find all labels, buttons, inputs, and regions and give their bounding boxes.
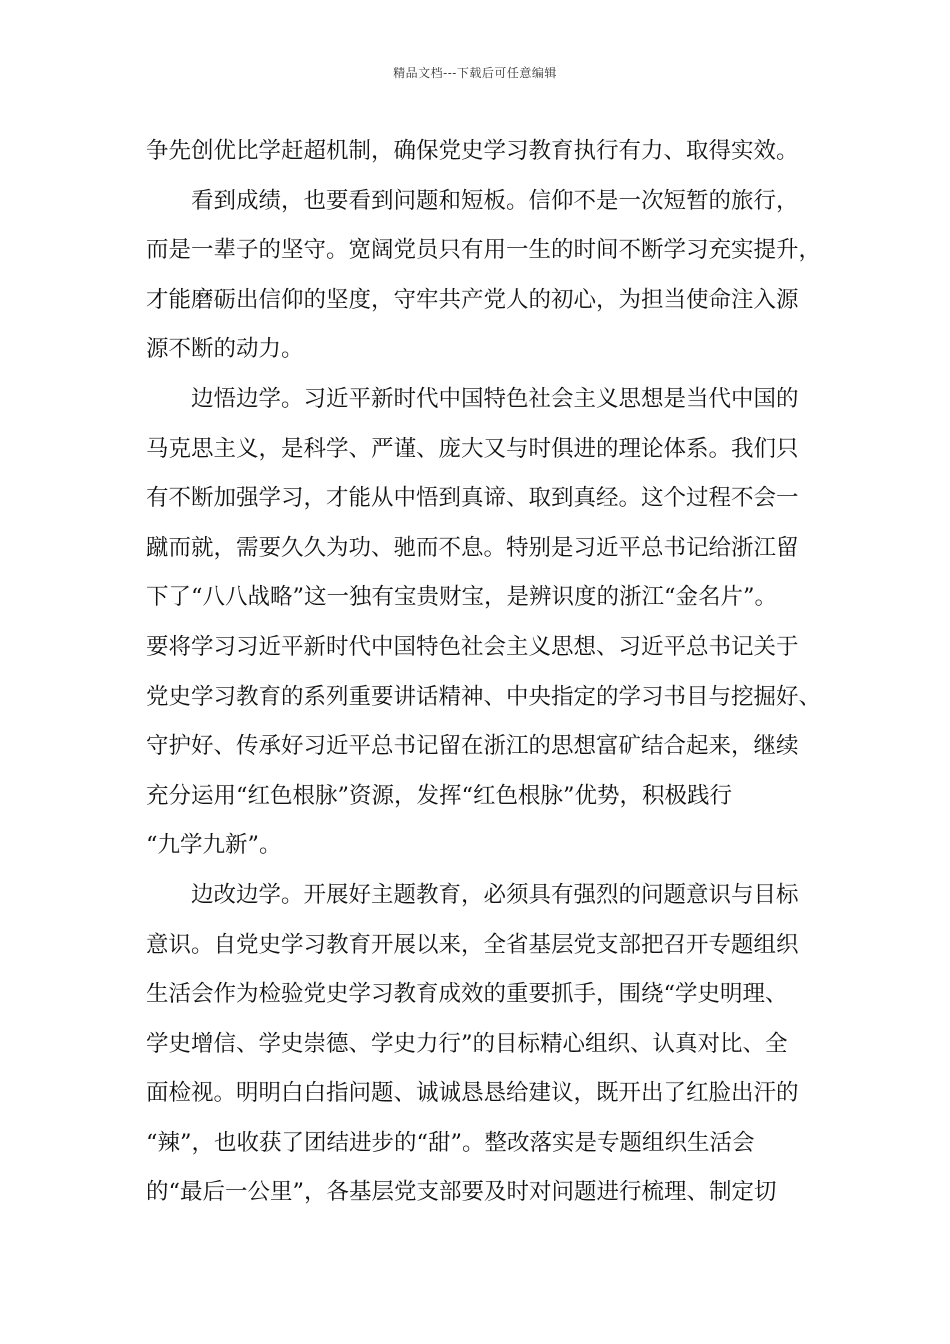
text-line: “辣”，也收获了团结进步的“甜”。整改落实是专题组织生活会 bbox=[146, 1129, 755, 1156]
text-line: 争先创优比学赶超机制，确保党史学习教育执行有力、取得实效。 bbox=[146, 138, 799, 164]
body-text bbox=[146, 127, 826, 1218]
text-line: 而是一辈子的坚守。宽阔党员只有用一生的时间不断学习充实提升， bbox=[146, 237, 822, 264]
text-line: 才能磨砺出信仰的坚度，守牢共产党人的初心，为担当使命注入源 bbox=[146, 286, 799, 313]
text-line: “九学九新”。 bbox=[146, 832, 282, 859]
text-line: 充分运用“红色根脉”资源，发挥“红色根脉”优势，积极践行 bbox=[146, 782, 733, 809]
text-line: 党史学习教育的系列重要讲话精神、中央指定的学习书目与挖掘好、 bbox=[146, 683, 822, 710]
text-line: 马克思主义，是科学、严谨、庞大又与时俱进的理论体系。我们只 bbox=[146, 435, 799, 462]
text-line: 意识。自党史学习教育开展以来，全省基层党支部把召开专题组织 bbox=[146, 931, 799, 958]
text-line: 面检视。明明白白指问题、诚诚恳恳给建议，既开出了红脸出汗的 bbox=[146, 1080, 799, 1107]
text-line: 要将学习习近平新时代中国特色社会主义思想、习近平总书记关于 bbox=[146, 633, 799, 660]
text-line: 学史增信、学史崇德、学史力行”的目标精心组织、认真对比、全 bbox=[146, 1030, 788, 1057]
text-line: 生活会作为检验党史学习教育成效的重要抓手，围绕“学史明理、 bbox=[146, 981, 788, 1008]
text-line: 边悟边学。习近平新时代中国特色社会主义思想是当代中国的 bbox=[191, 385, 799, 412]
text-line: 有不断加强学习，才能从中悟到真谛、取到真经。这个过程不会一 bbox=[146, 485, 799, 512]
text-line: 源不断的动力。 bbox=[146, 336, 304, 363]
text-line: 的“最后一公里”，各基层党支部要及时对问题进行梳理、制定切 bbox=[146, 1179, 777, 1206]
page-header: 精品文档---下载后可任意编辑 bbox=[393, 66, 557, 80]
text-line: 边改边学。开展好主题教育，必须具有强烈的问题意识与目标 bbox=[191, 881, 799, 908]
text-line: 蹴而就，需要久久为功、驰而不息。特别是习近平总书记给浙江留 bbox=[146, 534, 799, 561]
text-line: 下了“八八战略”这一独有宝贵财宝，是辨识度的浙江“金名片”。 bbox=[146, 584, 778, 611]
text-line: 守护好、传承好习近平总书记留在浙江的思想富矿结合起来，继续 bbox=[146, 733, 799, 760]
text-line: 看到成绩，也要看到问题和短板。信仰不是一次短暂的旅行， bbox=[191, 187, 799, 214]
